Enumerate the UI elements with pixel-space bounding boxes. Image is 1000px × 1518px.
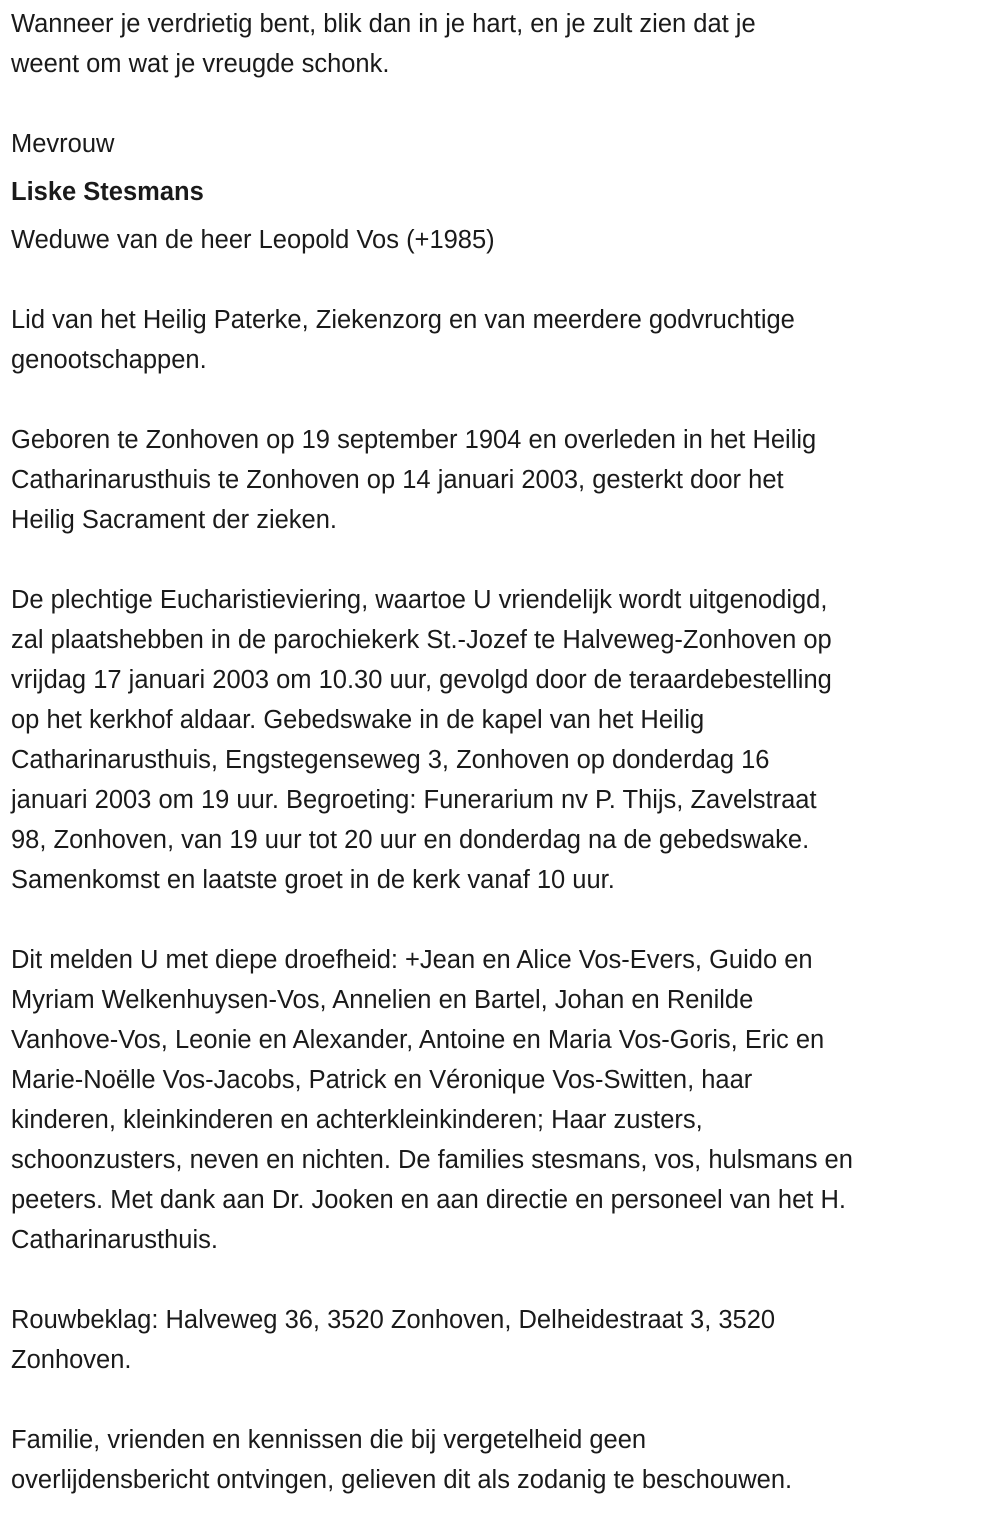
membership-paragraph xyxy=(11,300,1000,380)
text-line: overlijdensbericht ontvingen, gelieven dit als zodanig te beschouwen. xyxy=(11,1466,793,1494)
text-line: Marie-Noëlle Vos-Jacobs, Patrick en Véronique Vos-Switten, haar xyxy=(11,1066,753,1094)
salutation xyxy=(11,124,1000,164)
text-line: Myriam Welkenhuysen-Vos, Annelien en Bartel, Johan en Renilde xyxy=(11,986,754,1014)
text-line: peeters. Met dank aan Dr. Jooken en aan directie en personeel van het H. xyxy=(11,1186,846,1214)
text-line: op het kerkhof aldaar. Gebedswake in de kapel van het Heilig xyxy=(11,706,705,734)
text-line: weent om wat je vreugde schonk. xyxy=(11,50,390,78)
text-line: Catharinarusthuis, Engstegenseweg 3, Zonhoven op donderdag 16 xyxy=(11,746,770,774)
text-line: Catharinarusthuis te Zonhoven op 14 januari 2003, gesterkt door het xyxy=(11,466,784,494)
text-line: schoonzusters, neven en nichten. De families stesmans, vos, hulsmans en xyxy=(11,1146,853,1174)
widow-of xyxy=(11,220,1000,260)
text-line: Mevrouw xyxy=(11,130,115,158)
text-line: januari 2003 om 19 uur. Begroeting: Funerarium nv P. Thijs, Zavelstraat xyxy=(11,786,817,814)
text-line: Rouwbeklag: Halveweg 36, 3520 Zonhoven, Delheidestraat 3, 3520 xyxy=(11,1306,776,1334)
text-line: De plechtige Eucharistieviering, waartoe U vriendelijk wordt uitgenodigd, xyxy=(11,586,828,614)
text-line: Heilig Sacrament der zieken. xyxy=(11,506,337,534)
text-line: Liske Stesmans xyxy=(11,178,204,206)
text-line: Lid van het Heilig Paterke, Ziekenzorg en van meerdere godvruchtige xyxy=(11,306,795,334)
text-line: Catharinarusthuis. xyxy=(11,1226,218,1254)
deceased-name xyxy=(11,172,1000,212)
text-line: genootschappen. xyxy=(11,346,207,374)
text-line: Weduwe van de heer Leopold Vos (+1985) xyxy=(11,226,495,254)
text-line: Zonhoven. xyxy=(11,1346,132,1374)
quote-paragraph xyxy=(11,4,1000,84)
text-line: 98, Zonhoven, van 19 uur tot 20 uur en donderdag na de gebedswake. xyxy=(11,826,810,854)
condolence-paragraph xyxy=(11,1300,1000,1380)
text-line: Geboren te Zonhoven op 19 september 1904 en overleden in het Heilig xyxy=(11,426,817,454)
text-line: Dit melden U met diepe droefheid: +Jean en Alice Vos-Evers, Guido en xyxy=(11,946,813,974)
text-line: Vanhove-Vos, Leonie en Alexander, Antoine en Maria Vos-Goris, Eric en xyxy=(11,1026,825,1054)
text-line: kinderen, kleinkinderen en achterkleinkinderen; Haar zusters, xyxy=(11,1106,703,1134)
text-line: Familie, vrienden en kennissen die bij vergetelheid geen xyxy=(11,1426,647,1454)
text-line: Samenkomst en laatste groet in de kerk vanaf 10 uur. xyxy=(11,866,615,894)
text-line: zal plaatshebben in de parochiekerk St.-Jozef te Halveweg-Zonhoven op xyxy=(11,626,832,654)
family-paragraph xyxy=(11,940,1000,1260)
closing-paragraph xyxy=(11,1420,1000,1500)
text-line: vrijdag 17 januari 2003 om 10.30 uur, gevolgd door de teraardebestelling xyxy=(11,666,832,694)
ceremony-paragraph xyxy=(11,580,1000,900)
text-line: Wanneer je verdrietig bent, blik dan in je hart, en je zult zien dat je xyxy=(11,10,756,38)
birth-death-paragraph xyxy=(11,420,1000,540)
